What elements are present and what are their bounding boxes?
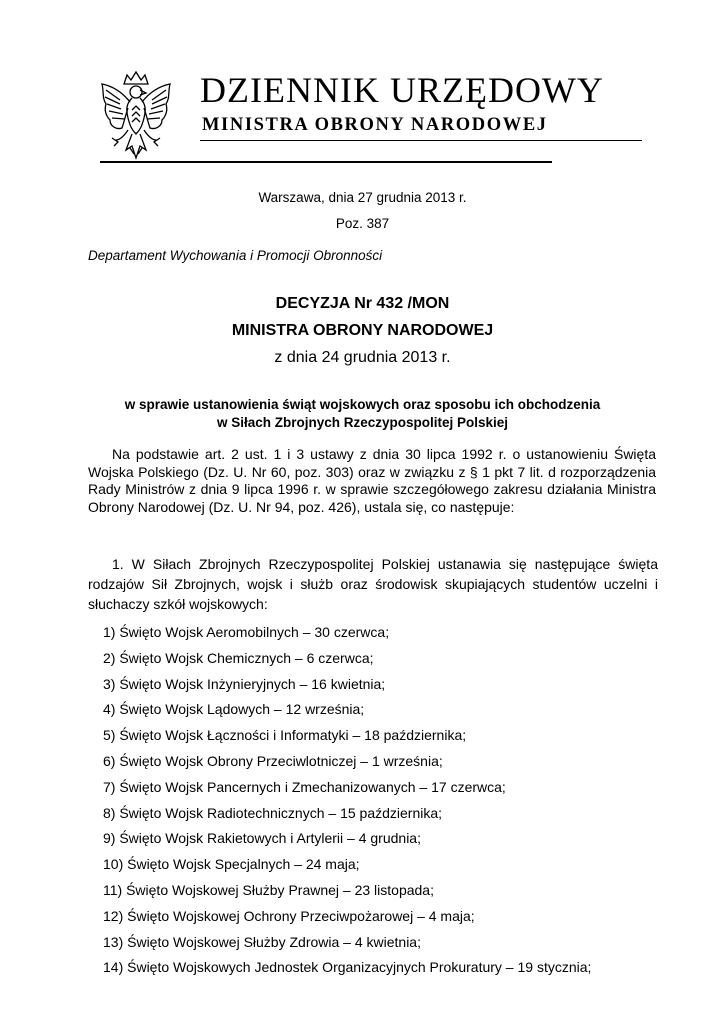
- holiday-list: [103, 620, 591, 981]
- list-item: 2) Święto Wojsk Chemicznych – 6 czerwca;: [103, 649, 374, 666]
- department-name: Departament Wychowania i Promocji Obronności: [88, 248, 383, 263]
- list-item: 8) Święto Wojsk Radiotechnicznych – 15 października;: [103, 804, 443, 821]
- legal-basis-paragraph: Na podstawie art. 2 ust. 1 i 3 ustawy z dnia 30 lipca 1992 r. o ustanowieniu Święta Wojska Polskiego (Dz. U. Nr 60, poz. 303) oraz w związku z § 1 pkt 7 lit. d rozporządzenia Rady Ministrów z dnia 9 lipca 1996 r. w sprawie szczegółowego zakresu działania Ministra Obrony Narodowej (Dz. U. Nr 94, poz. 426), ustala się, co następuje:: [88, 446, 656, 515]
- decision-subject-line-2: w Siłach Zbrojnych Rzeczypospolitej Polskiej: [216, 415, 509, 430]
- list-item: 6) Święto Wojsk Obrony Przeciwlotniczej – 1 września;: [103, 752, 443, 769]
- list-item: 13) Święto Wojskowej Służby Zdrowia – 4 kwietnia;: [103, 933, 421, 950]
- list-item: 9) Święto Wojsk Rakietowych i Artylerii – 4 grudnia;: [103, 830, 421, 847]
- list-item: 1) Święto Wojsk Aeromobilnych – 30 czerwca;: [103, 624, 390, 640]
- paragraph-1: 1. W Siłach Zbrojnych Rzeczypospolitej Polskiej ustanawia się następujące święta rodzajów Sił Zbrojnych, wojsk i służb oraz środowisk skupiających studentów uczelni i słuchaczy szkół wojskowych:: [88, 556, 658, 612]
- list-item: 5) Święto Wojsk Łączności i Informatyki – 18 października;: [103, 727, 467, 744]
- masthead-rule: [200, 140, 642, 141]
- masthead-divider: [100, 161, 552, 163]
- list-item: 10) Święto Wojsk Specjalnych – 24 maja;: [103, 856, 360, 873]
- journal-subtitle: MINISTRA OBRONY NARODOWEJ: [202, 115, 548, 135]
- journal-title: DZIENNIK URZĘDOWY: [200, 70, 604, 110]
- decision-number: DECYZJA Nr 432 /MON: [275, 295, 450, 312]
- position-number: Poz. 387: [335, 216, 390, 231]
- decision-issuer: MINISTRA OBRONY NARODOWEJ: [231, 322, 494, 339]
- list-item: 3) Święto Wojsk Inżynieryjnych – 16 kwietnia;: [103, 675, 386, 692]
- place-and-date: Warszawa, dnia 27 grudnia 2013 r.: [258, 190, 467, 205]
- list-item: 4) Święto Wojsk Lądowych – 12 września;: [103, 701, 365, 718]
- decision-date: z dnia 24 grudnia 2013 r.: [274, 349, 451, 366]
- polish-eagle-emblem-icon: [96, 70, 176, 162]
- list-item: 12) Święto Wojskowej Ochrony Przeciwpożarowej – 4 maja;: [103, 907, 475, 924]
- list-item: 14) Święto Wojskowych Jednostek Organizacyjnych Prokuratury – 19 stycznia;: [103, 959, 592, 976]
- list-item: 11) Święto Wojskowej Służby Prawnej – 23 listopada;: [103, 881, 434, 898]
- decision-subject-line-1: w sprawie ustanowienia świąt wojskowych oraz sposobu ich obchodzenia: [124, 397, 601, 412]
- list-item: 7) Święto Wojsk Pancernych i Zmechanizowanych – 17 czerwca;: [103, 778, 506, 795]
